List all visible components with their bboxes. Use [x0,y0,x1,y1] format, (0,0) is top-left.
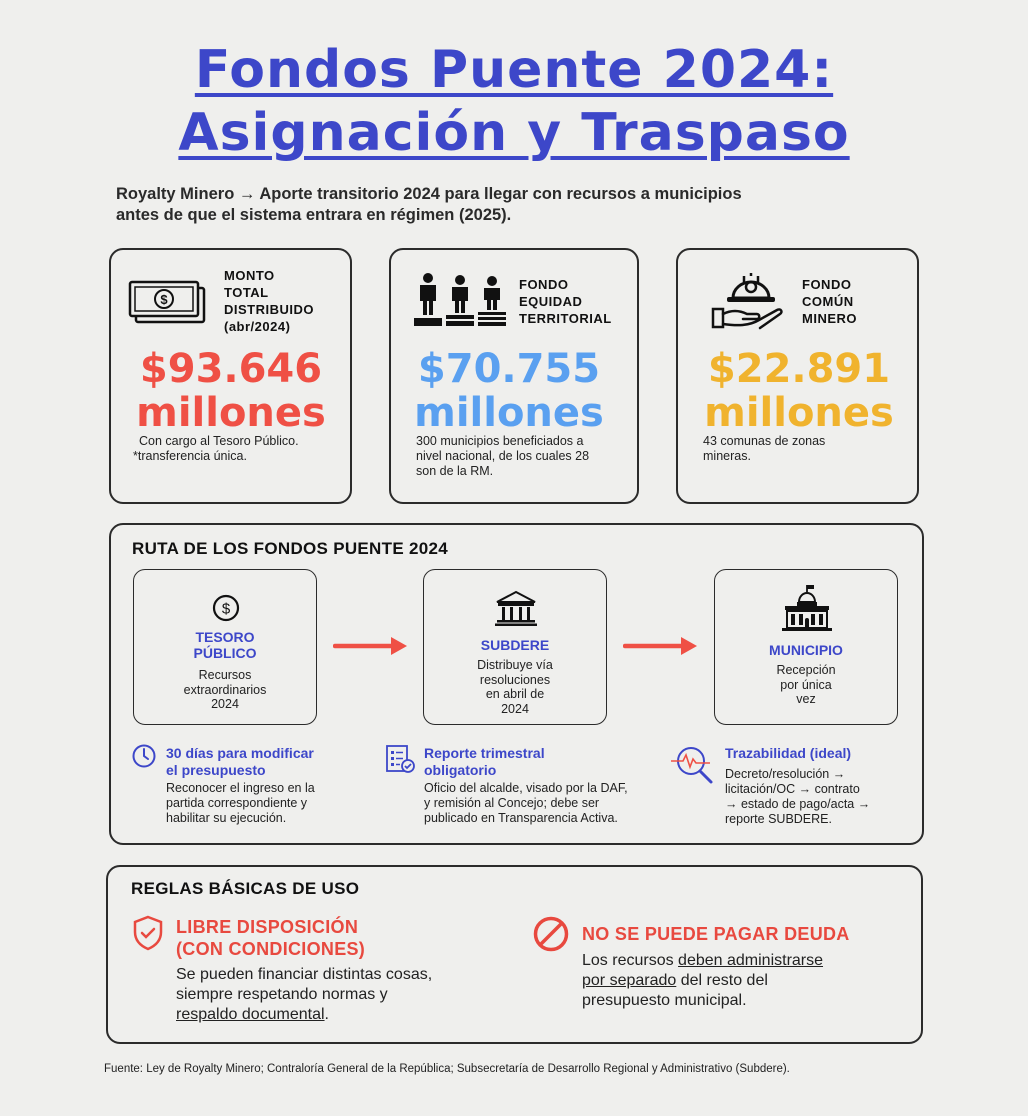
stat-card-equidad [389,248,639,504]
dollar-coin-icon [212,594,240,622]
people-steps-icon [411,272,509,328]
stat-value-minero: $22.891 millones [704,346,894,436]
subtitle-line1: Royalty Minero → Aporte transitorio 2024 para llegar con recursos a municipios [116,185,742,203]
note-title-trazabilidad: Trazabilidad (ideal) [725,745,852,761]
stage-desc-tesoro: Recursos extraordinarios 2024 [183,668,267,711]
stat-card-minero [676,248,919,504]
rule-title-deuda: NO SE PUEDE PAGAR DEUDA [582,924,850,944]
money-icon [128,280,208,326]
note-title-30-dias: 30 días para modificar el presupuesto [166,745,314,778]
note-desc-reporte: Oficio del alcalde, visado por la DAF, y remisión al Concejo; debe ser publicado en Transparencia Activa. [424,781,628,825]
stage-desc-subdere: Distribuye vía resoluciones en abril de 2024 [477,658,553,716]
arrow-right-icon [623,635,699,657]
stat-card-total [109,248,352,504]
stat-value-equidad: $70.755 millones [414,346,604,436]
subtitle-line2: antes de que el sistema entrara en régimen (2025). [116,206,512,224]
rule-desc-deuda: Los recursos deben administrarse por separado del resto del presupuesto municipal. [582,952,824,1009]
magnifier-chart-icon [669,743,717,785]
shield-check-icon [132,915,164,951]
helmet-hand-icon [711,268,791,330]
stat-label-equidad: FONDO EQUIDAD TERRITORIAL [519,277,612,326]
rule-title-libre: LIBRE DISPOSICIÓN (CON CONDICIONES) [176,917,366,959]
rules-title: REGLAS BÁSICAS DE USO [131,879,360,898]
note-title-reporte: Reporte trimestral obligatorio [424,745,545,778]
page-subtitle [116,184,916,226]
stat-value-total: $93.646 millones [136,346,326,436]
clock-icon [131,743,157,769]
stage-title-subdere: SUBDERE [480,637,550,653]
route-section [109,523,924,845]
page-title-line2: Asignación y Traspaso [178,103,850,163]
town-hall-icon [779,584,835,634]
stage-title-tesoro: TESORO PÚBLICO [193,629,257,661]
rule-desc-libre: Se pueden financiar distintas cosas, siempre respetando normas y respaldo documental. [176,966,433,1023]
checklist-icon [384,743,416,775]
stage-desc-municipio: Recepción por única vez [776,663,836,706]
svg-text:$: $ [221,600,231,618]
route-title: RUTA DE LOS FONDOS PUENTE 2024 [132,539,448,558]
government-building-icon [494,590,538,626]
stat-desc-equidad: 300 municipios beneficiados a nivel nacional, de los cuales 28 son de la RM. [416,434,590,478]
note-desc-30-dias: Reconocer el ingreso en la partida correspondiente y habilitar su ejecución. [166,781,315,825]
stat-label-total: MONTO TOTAL DISTRIBUIDO (abr/2024) [224,268,314,334]
stage-tesoro [133,569,317,725]
stat-desc-minero: 43 comunas de zonas mineras. [703,434,826,463]
source-note: Fuente: Ley de Royalty Minero; Contraloría General de la República; Subsecretaría de Desarrollo Regional y Administrativo (Subdere). [104,1063,790,1075]
svg-text:$: $ [160,292,168,307]
page-title-line1: Fondos Puente 2024: [194,40,834,100]
stage-subdere [423,569,607,725]
stat-label-minero: FONDO COMÚN MINERO [802,277,857,326]
stage-title-municipio: MUNICIPIO [769,642,843,658]
rules-section [106,865,923,1044]
note-desc-trazabilidad: Decreto/resolución → licitación/OC → contrato → estado de pago/acta → reporte SUBDERE. [725,767,871,826]
arrow-right-icon [333,635,409,657]
stage-municipio [714,569,898,725]
stat-desc-total: Con cargo al Tesoro Público. *transferencia única. [133,434,299,463]
prohibited-icon [532,915,570,953]
